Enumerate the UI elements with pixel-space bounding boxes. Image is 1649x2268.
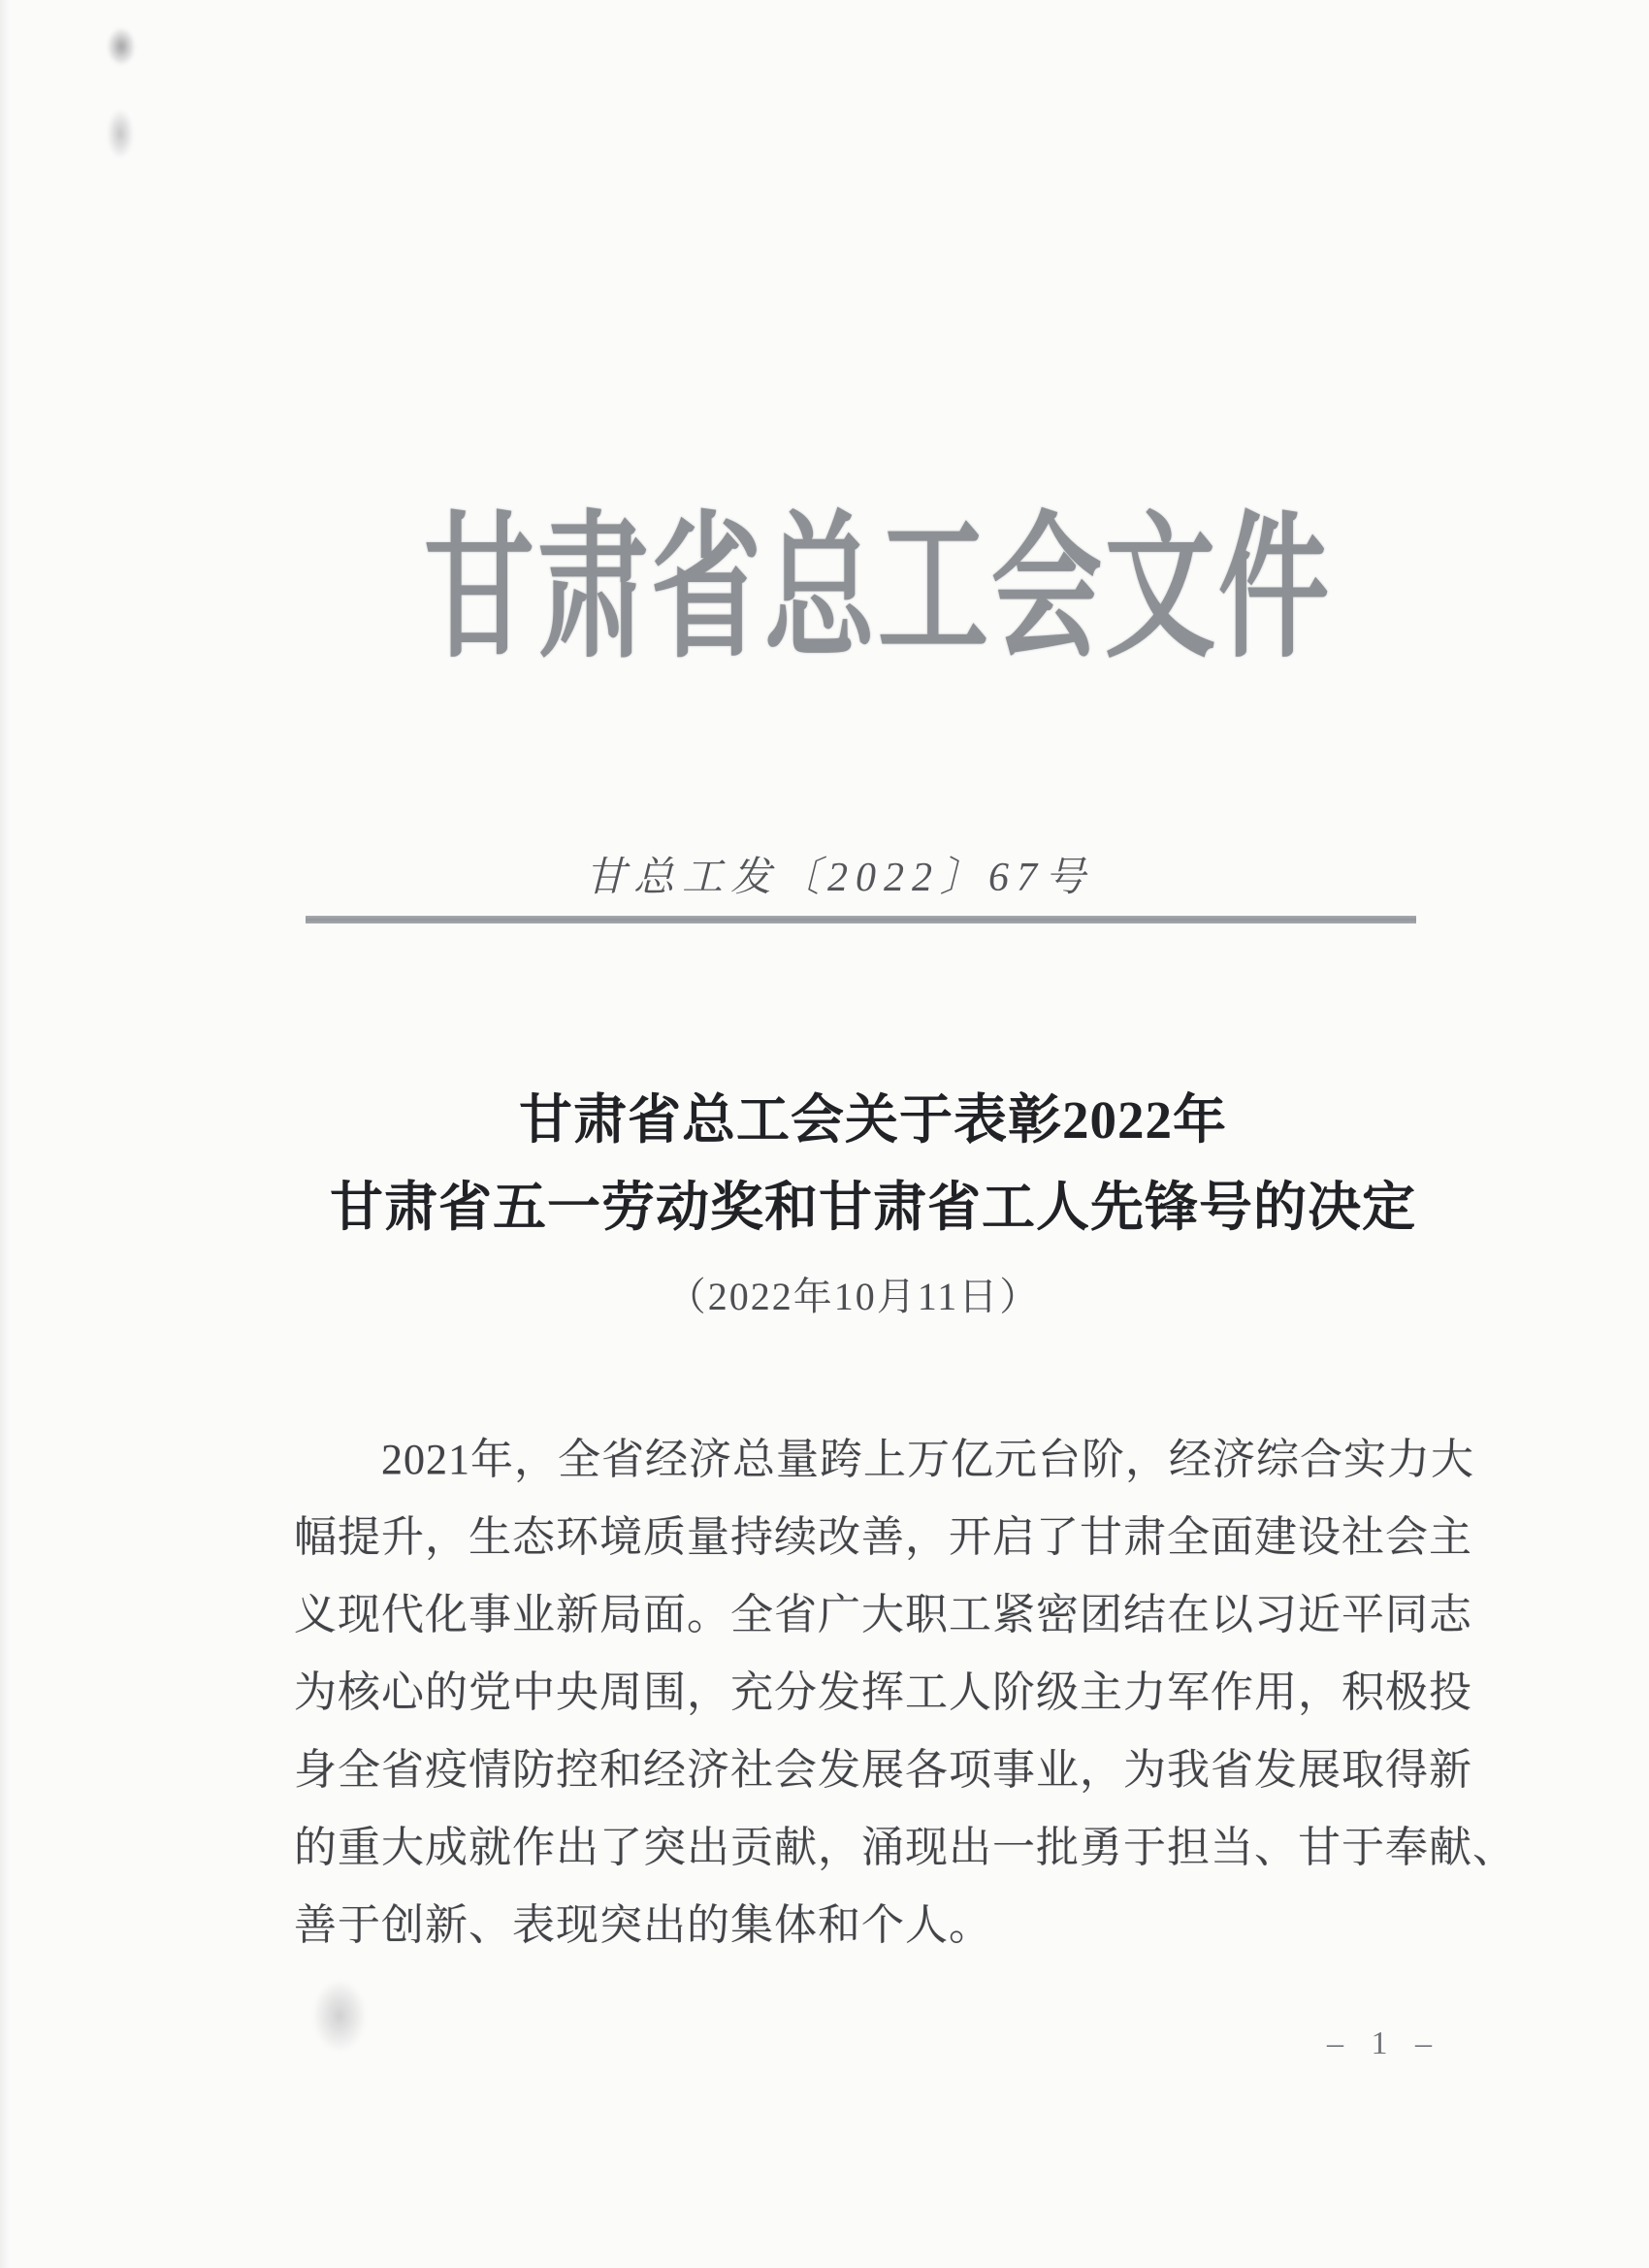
title-line-2: 甘肃省五一劳动奖和甘肃省工人先锋号的决定 [329,1178,1416,1237]
body-line: 幅提升，生态环境质量持续改善，开启了甘肃全面建设社会主 [294,1513,1472,1561]
document-number-text: 甘总工发〔2022〕67号 [584,856,1093,900]
scan-smudge [312,1979,367,2053]
body-line: 身全省疫情防控和经济社会发展各项事业，为我省发展取得新 [294,1746,1472,1794]
letterhead [0,502,1649,677]
letterhead-divider-rule [306,916,1416,923]
org-title-text: 甘肃省总工会文件 [423,502,1332,677]
scan-smudge [107,27,136,66]
scan-smudge [107,109,134,159]
document-number [0,856,1649,900]
body-paragraph [294,1421,1516,1964]
body-line: 义现代化事业新局面。全省广大职工紧密团结在以习近平同志 [294,1591,1472,1638]
page-number: – 1 – [1327,2025,1441,2061]
document-title [0,1077,1649,1251]
body-line: 为核心的党中央周围，充分发挥工人阶级主力军作用，积极投 [294,1669,1472,1716]
document-date: （2022年10月11日） [666,1275,1041,1318]
body-line: 善于创新、表现突出的集体和个人。 [294,1901,992,1949]
body-line: 的重大成就作出了突出贡献，涌现出一批勇于担当、甘于奉献、 [294,1824,1516,1871]
body-line: 2021年，全省经济总量跨上万亿元台阶，经济综合实力大 [381,1436,1474,1483]
title-line-1: 甘肃省总工会关于表彰2022年 [518,1090,1227,1150]
